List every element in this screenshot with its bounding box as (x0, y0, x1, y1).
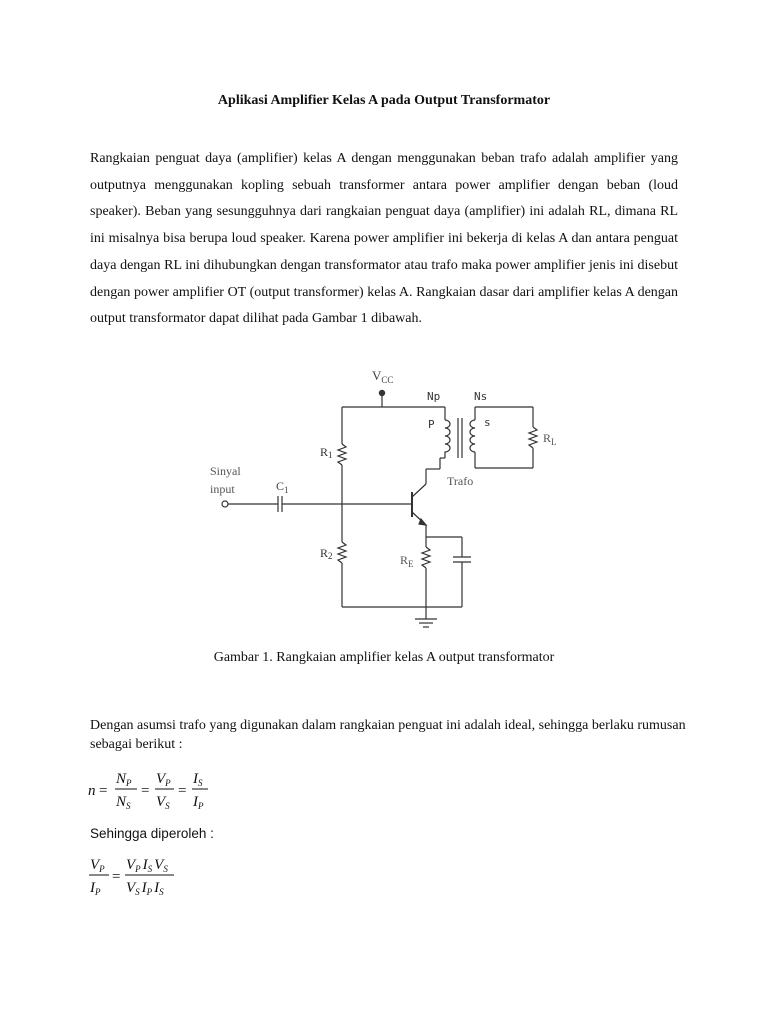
intro-paragraph: Rangkaian penguat daya (amplifier) kelas A dengan menggunakan beban trafo adalah amplifier yang outputnya menggunakan kopling sebuah transformer antara power amplifier dengan beban (loud speaker). Beban yang sesungguhnya dari rangkaian penguat daya (amplifier) ini adalah RL, dimana RL ini misalnya bisa berupa loud speaker. Karena power amplifier ini bekerja di kelas A dan antara penguat daya dengan RL ini dihubungkan dengan transformator atau trafo maka power amplifier jenis ini disebut dengan power amplifier OT (output transformer) kelas A. Rangkaian dasar dari amplifier kelas A dengan output transformator dapat dilihat pada Gambar 1 dibawah. (90, 151, 678, 327)
ns-label: Ns (474, 390, 488, 403)
transistor-collector (412, 484, 426, 497)
svg-text:=: = (112, 869, 121, 885)
svg-text:NP: $N_P$ (116, 771, 132, 788)
svg-text:=: = (141, 783, 150, 799)
svg-text:input: input (210, 482, 235, 496)
svg-text:IS: $I_S$ (193, 771, 203, 788)
c1-label: $C_1$ (276, 479, 289, 495)
r1-resistor (338, 444, 346, 465)
svg-text:VP: $V_P$ (156, 771, 171, 788)
svg-text:VS: $V_S$ (156, 794, 170, 811)
rl-label: $R_L$ (543, 431, 557, 447)
document-title: Aplikasi Amplifier Kelas A pada Output Transformator (217, 93, 551, 108)
figure-caption: Gambar 1. Rangkaian amplifier kelas A output transformator (213, 650, 555, 665)
r1-label: R1 (320, 445, 333, 460)
svg-text:VPISVS: $V_P$ $I_S$ $V_S$ (126, 857, 168, 874)
s-label: s (484, 416, 491, 429)
re-label: $R_E$ (400, 553, 414, 569)
p-label: P (428, 418, 435, 431)
np-label: Np (427, 390, 441, 403)
svg-text:=: = (178, 783, 187, 799)
equation-ratio (88, 766, 228, 814)
svg-text:VSIPIS: $V_S$ $I_P$ $I_S$ (126, 880, 164, 897)
svg-text:=: = (99, 783, 108, 799)
svg-text:IP: $I_P$ (90, 880, 101, 897)
assumption-paragraph: Dengan asumsi trafo yang digunakan dalam rangkaian penguat ini adalah ideal, sehingga berlaku rumusan sebagai berikut : (90, 718, 686, 752)
equation-derived (88, 852, 228, 902)
primary-winding (445, 420, 450, 458)
rl-resistor (529, 427, 537, 448)
signal-input-label: Sinyal (210, 464, 241, 478)
svg-text:NS: $N_S$ (116, 794, 131, 811)
svg-text:VP: $V_P$ (90, 857, 105, 874)
result-heading: Sehingga diperoleh : (90, 826, 214, 841)
circuit-diagram (200, 362, 557, 632)
svg-text:n: n (88, 783, 96, 799)
r2-label: R2 (320, 546, 333, 561)
trafo-label: Trafo (447, 474, 474, 488)
r2-resistor (338, 542, 346, 563)
svg-text:IP: $I_P$ (193, 794, 204, 811)
input-terminal (222, 501, 228, 507)
secondary-winding (470, 420, 475, 452)
vcc-label: $V_{CC}$ (372, 368, 394, 385)
re-resistor (422, 547, 430, 568)
